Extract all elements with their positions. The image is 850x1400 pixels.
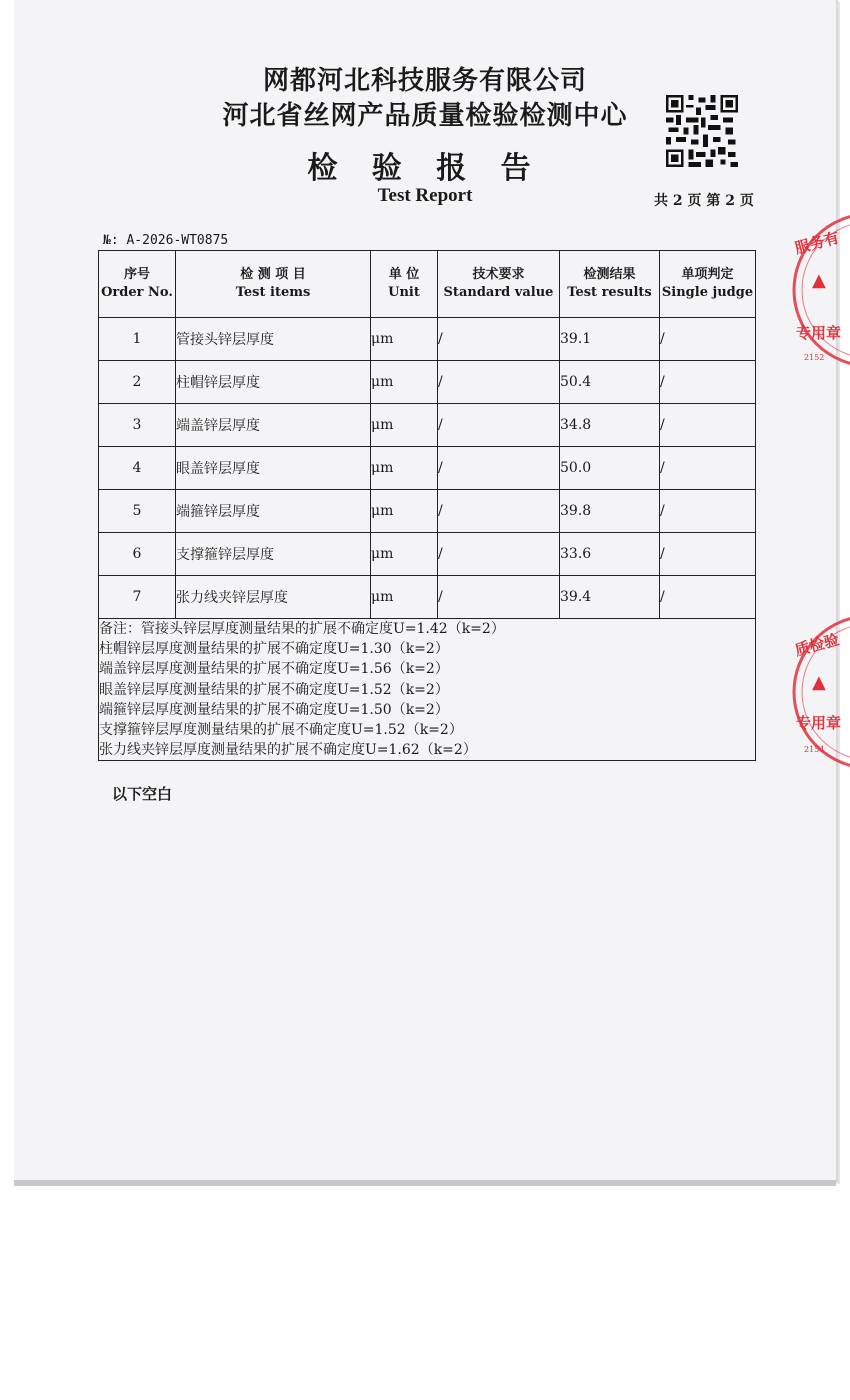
results-table [98,250,756,761]
single-judge: / [660,447,756,490]
standard-value: / [438,404,560,447]
table-row [99,447,756,490]
table-row [99,361,756,404]
svg-text:2154: 2154 [804,745,825,754]
single-judge: / [660,404,756,447]
svg-text:服务有: 服务有 [792,228,841,258]
qr-code-icon [666,95,738,167]
svg-text:专用章: 专用章 [796,324,842,342]
standard-value: / [438,490,560,533]
svg-text:▲: ▲ [812,270,826,291]
test-result: 50.4 [560,361,660,404]
test-result: 33.6 [560,533,660,576]
remark-line: 端盖锌层厚度测量结果的扩展不确定度U=1.56（k=2） [99,661,449,678]
standard-value: / [438,533,560,576]
svg-text:▲: ▲ [812,672,826,693]
unit: μm [371,447,438,490]
single-judge: / [660,576,756,619]
official-seal-stamp [790,612,850,772]
unit: μm [371,404,438,447]
test-result: 39.1 [560,318,660,361]
page-count: 共 2 页 第 2 页 [654,193,754,209]
report-title: 检 验 报 告 [307,151,543,186]
table-row [99,576,756,619]
remark-line: 柱帽锌层厚度测量结果的扩展不确定度U=1.30（k=2） [99,641,449,658]
single-judge: / [660,533,756,576]
test-item: 支撑箍锌层厚度 [176,533,371,576]
standard-value: / [438,447,560,490]
page-edge [14,1180,836,1186]
order-no: 5 [99,490,176,533]
test-result: 34.8 [560,404,660,447]
col-header-items: 检 测 项 目 Test items [176,251,371,318]
col-header-order: 序号 Order No. [99,251,176,318]
test-result: 39.4 [560,576,660,619]
single-judge: / [660,490,756,533]
unit: μm [371,533,438,576]
unit: μm [371,361,438,404]
col-header-unit: 单 位 Unit [371,251,438,318]
test-item: 管接头锌层厚度 [176,318,371,361]
svg-text:2152: 2152 [804,353,825,362]
col-header-standard: 技术要求 Standard value [438,251,560,318]
standard-value: / [438,576,560,619]
test-result: 39.8 [560,490,660,533]
remark-line: 眼盖锌层厚度测量结果的扩展不确定度U=1.52（k=2） [99,681,449,698]
unit: μm [371,576,438,619]
order-no: 3 [99,404,176,447]
report-number: №: A-2026-WT0875 [103,233,229,248]
org-name-line2: 河北省丝网产品质量检验检测中心 [222,101,628,131]
org-name-line1: 网都河北科技服务有限公司 [262,66,587,96]
col-header-judge: 单项判定 Single judge [660,251,756,318]
table-header-row [99,251,756,318]
test-item: 张力线夹锌层厚度 [176,576,371,619]
col-header-results: 检测结果 Test results [560,251,660,318]
test-result: 50.0 [560,447,660,490]
remark-line: 支撑箍锌层厚度测量结果的扩展不确定度U=1.52（k=2） [99,722,463,739]
svg-text:质检验: 质检验 [792,630,841,660]
test-item: 端箍锌层厚度 [176,490,371,533]
unit: μm [371,318,438,361]
order-no: 4 [99,447,176,490]
end-note: 以下空白 [112,785,173,803]
remark-line: 张力线夹锌层厚度测量结果的扩展不确定度U=1.62（k=2） [99,742,477,759]
official-seal-stamp [790,210,850,370]
standard-value: / [438,361,560,404]
table-row [99,404,756,447]
order-no: 2 [99,361,176,404]
single-judge: / [660,318,756,361]
test-item: 端盖锌层厚度 [176,404,371,447]
test-item: 眼盖锌层厚度 [176,447,371,490]
order-no: 7 [99,576,176,619]
single-judge: / [660,361,756,404]
table-row [99,533,756,576]
order-no: 6 [99,533,176,576]
test-item: 柱帽锌层厚度 [176,361,371,404]
order-no: 1 [99,318,176,361]
unit: μm [371,490,438,533]
remark-line: 备注：管接头锌层厚度测量结果的扩展不确定度U=1.42（k=2） [99,621,505,637]
svg-text:专用章: 专用章 [796,714,842,732]
table-row [99,318,756,361]
remarks-row [99,619,756,761]
standard-value: / [438,318,560,361]
remark-line: 端箍锌层厚度测量结果的扩展不确定度U=1.50（k=2） [99,701,449,718]
table-row [99,490,756,533]
report-subtitle: Test Report [377,185,473,206]
remarks-cell [99,619,756,761]
